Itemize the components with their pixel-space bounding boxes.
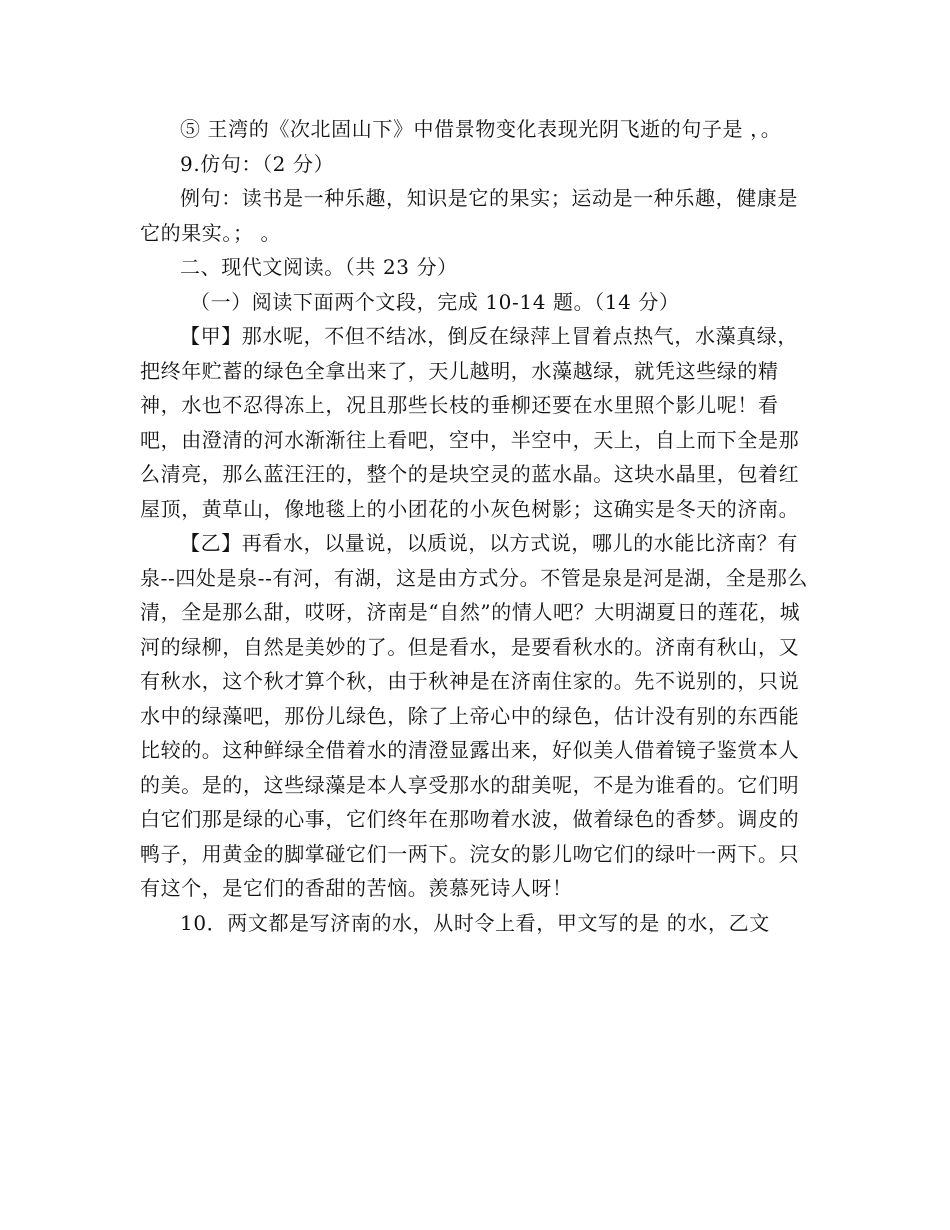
question-9-example: 例句：读书是一种乐趣，知识是它的果实；运动是一种乐趣，健康是它的果实。； 。: [140, 186, 798, 245]
section-2-heading: 二、现代文阅读。（共 23 分）: [180, 255, 458, 279]
passage-jia: 【甲】那水呢，不但不结冰，倒反在绿萍上冒着点热气，水藻真绿，把终年贮蓄的绿色全拿出来了，天儿越明，水藻越绿，就凭这些绿的精神，水也不忍得冻上，况且那些长枝的垂柳还要在水里照个影儿呢！看吧，由澄清的河水渐渐往上看吧，空中，半空中，天上，自上而下全是那么清亮，那么蓝汪汪的，整个的是块空灵的蓝水晶。这块水晶里，包着红屋顶，黄草山，像地毯上的小团花的小灰色树影；这确实是冬天的济南。: [140, 324, 800, 521]
passage-yi: 【乙】再看水，以量说，以质说，以方式说，哪儿的水能比济南？有泉--四处是泉--有河，有湖，这是由方式分。不管是泉是河是湖，全是那么清，全是那么甜，哎呀，济南是“自然”的情人吧？大明湖夏日的莲花，城河的绿柳，自然是美妙的了。但是看水，是要看秋水的。济南有秋山，又有秋水，这个秋才算个秋，由于秋神是在济南住家的。先不说别的，只说水中的绿藻吧，那份儿绿色，除了上帝心中的绿色，估计没有别的东西能比较的。这种鲜绿全借着水的清澄显露出来，好似美人借着镜子鉴赏本人的美。是的，这些绿藻是本人享受那水的甜美呢，不是为谁看的。它们明白它们那是绿的心事，它们终年在那吻着水波，做着绿色的香梦。调皮的鸭子，用黄金的脚掌碰它们一两下。浣女的影儿吻它们的绿叶一两下。只有这个，是它们的香甜的苦恼。羡慕死诗人呀！: [140, 531, 809, 900]
subsection-1-instruction: （一）阅读下面两个文段，完成 10-14 题。（14 分）: [190, 289, 680, 314]
question-9-title: 9.仿句：（2 分）: [180, 151, 335, 176]
question-10: 10．两文都是写济南的水，从时令上看，甲文写的是 的水，乙文: [180, 910, 770, 935]
question-5-poem-line: ⑤ 王湾的《次北固山下》中借景物变化表现光阴飞逝的句子是 ，。: [180, 117, 782, 141]
